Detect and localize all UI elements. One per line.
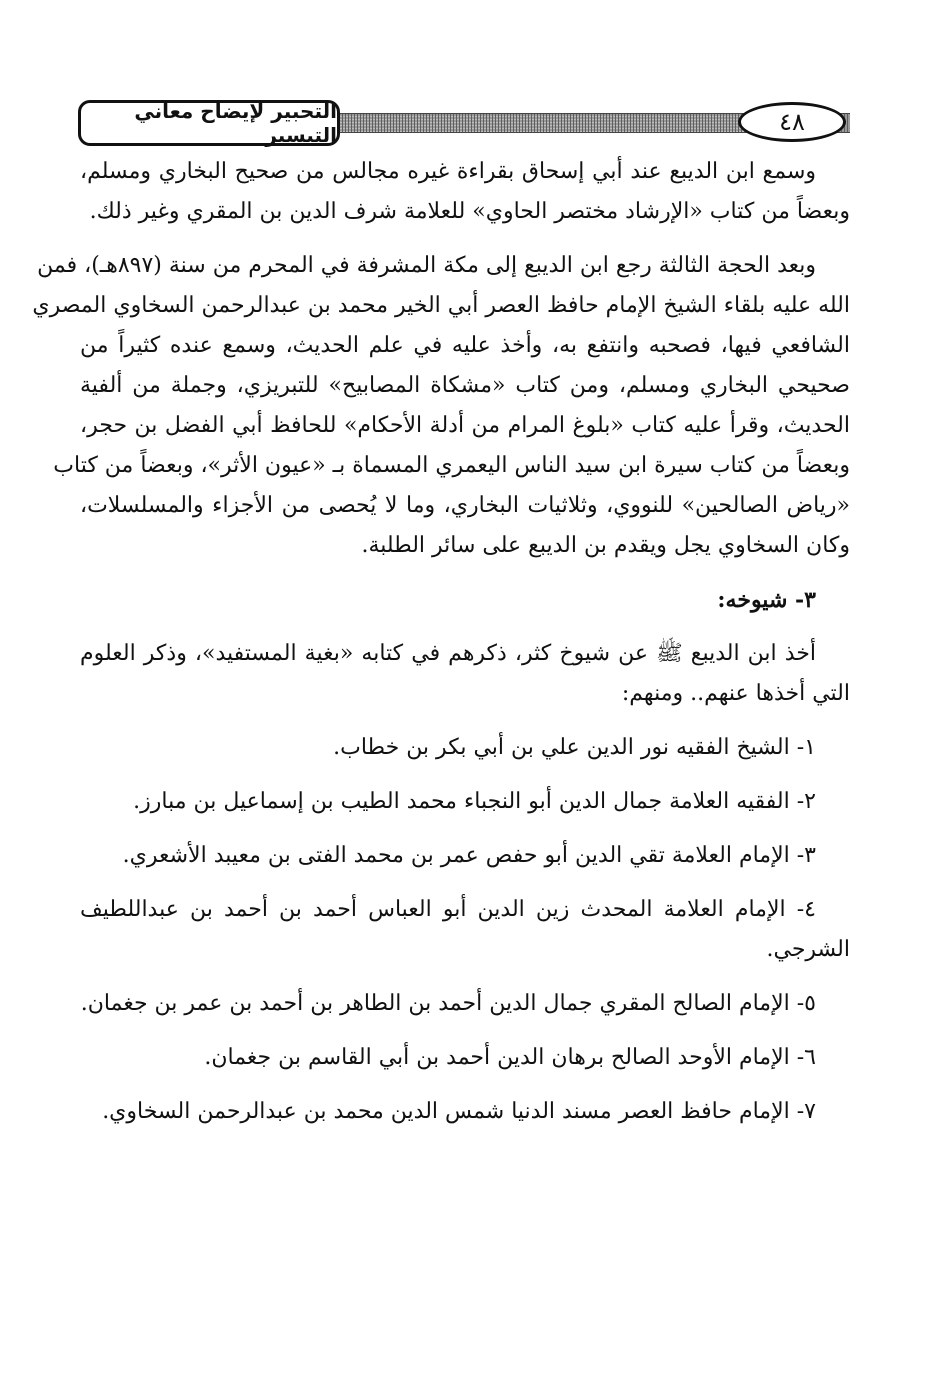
paragraph-line: وسمع ابن الديبع عند أبي إسحاق بقراءة غيره مجالس من صحيح البخاري ومسلم، [80, 159, 816, 184]
paragraph-line: الشافعي فيها، فصحبه وانتفع به، وأخذ عليه في علم الحديث، وسمع عنده كثيراً من [80, 333, 850, 358]
paragraph-line: وكان السخاوي يجل ويقدم بن الديبع على سائر الطلبة. [361, 533, 850, 558]
paragraph-line: أخذ ابن الديبع ﷺ عن شيوخ كثر، ذكرهم في كتابه «بغية المستفيد»، وذكر العلوم [80, 641, 816, 666]
paragraph-line: الحديث، وقرأ عليه كتاب «بلوغ المرام من أدلة الأحكام» للحافظ أبي الفضل بن حجر، [80, 413, 850, 438]
page-header [78, 100, 850, 150]
paragraph-line: التي أخذها عنهم.. ومنهم: [621, 681, 850, 706]
paragraph-line: الله عليه بلقاء الشيخ الإمام حافظ العصر أبي الخير محمد بن عبدالرحمن السخاوي المصري [32, 293, 850, 318]
list-item: ٢- الفقيه العلامة جمال الدين أبو النجباء محمد الطيب بن إسماعيل بن مبارز. [133, 789, 816, 814]
page-body [32, 152, 850, 1132]
paragraph-line: وبعد الحجة الثالثة رجع ابن الديبع إلى مكة المشرفة في المحرم من سنة (٨٩٧هـ)، فمن [37, 253, 816, 278]
list-item: ٥- الإمام الصالح المقري جمال الدين أحمد بن الطاهر بن أحمد بن عمر بن جغمان. [80, 991, 816, 1016]
list-item: ٦- الإمام الأوحد الصالح برهان الدين أحمد بن أبي القاسم بن جغمان. [204, 1045, 816, 1070]
paragraph-line: وبعضاً من كتاب سيرة ابن سيد الناس اليعمري المسماة بـ «عيون الأثر»، وبعضاً من كتاب [53, 453, 850, 478]
page-number: ٤٨ [738, 102, 846, 142]
paragraph-line: وبعضاً من كتاب «الإرشاد مختصر الحاوي» للعلامة شرف الدين بن المقري وغير ذلك. [89, 199, 850, 224]
paragraph-line: «رياض الصالحين» للنووي، وثلاثيات البخاري، وما لا يُحصى من الأجزاء والمسلسلات، [80, 493, 850, 518]
header-decorative-band [318, 113, 810, 133]
list-item: ٧- الإمام حافظ العصر مسند الدنيا شمس الدين محمد بن عبدالرحمن السخاوي. [102, 1099, 816, 1124]
section-heading: ٣- شيوخه: [717, 587, 816, 613]
paragraph-line: صحيحي البخاري ومسلم، ومن كتاب «مشكاة المصابيح» للتبريزي، وجملة من ألفية [80, 373, 850, 398]
list-item: ١- الشيخ الفقيه نور الدين علي بن أبي بكر بن خطاب. [333, 735, 816, 760]
list-item: ٣- الإمام العلامة تقي الدين أبو حفص عمر بن محمد الفتى بن معيبد الأشعري. [122, 843, 816, 868]
list-item: ٤- الإمام العلامة المحدث زين الدين أبو العباس أحمد بن أحمد بن عبداللطيف [80, 897, 816, 922]
book-title: التحبير لإيضاح معاني التيسير [78, 100, 340, 146]
list-item-continuation: الشرجي. [766, 937, 850, 962]
